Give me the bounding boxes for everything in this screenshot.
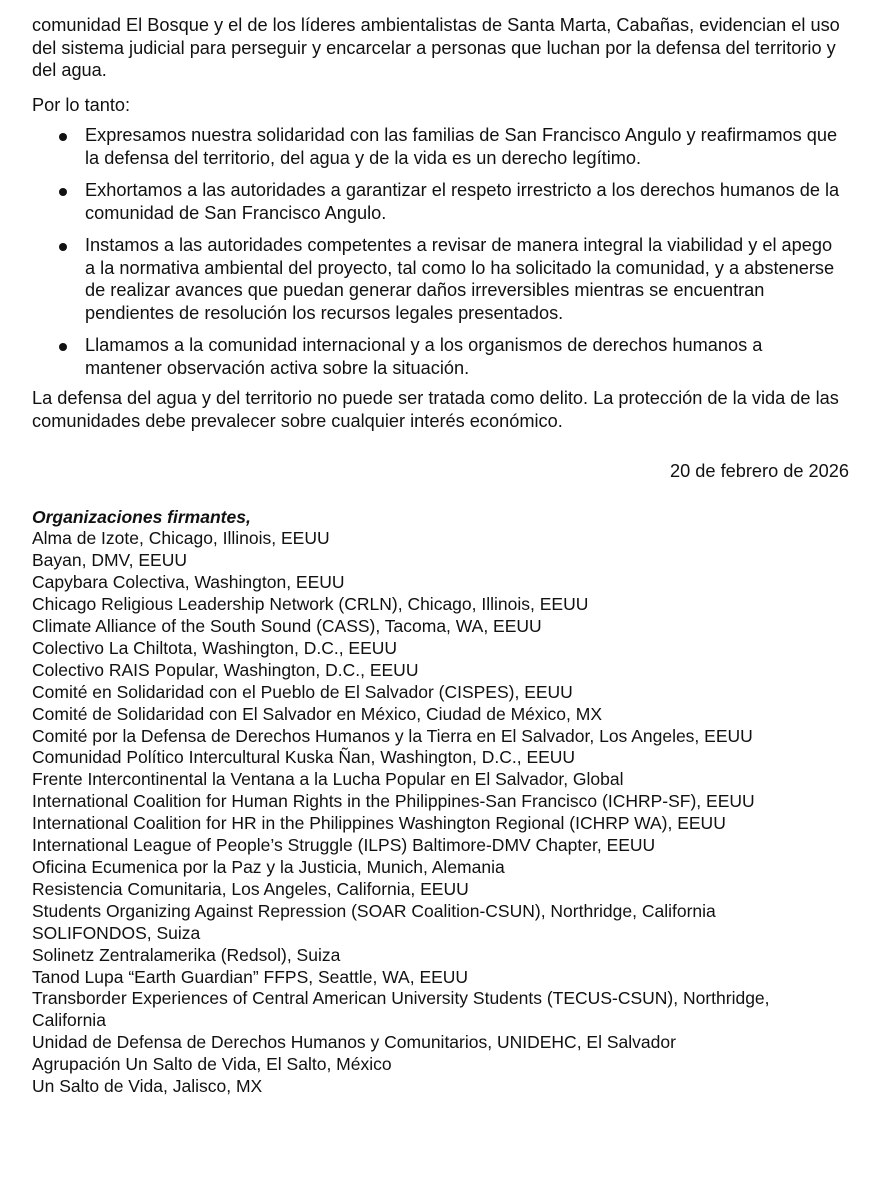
organization-item: Colectivo RAIS Popular, Washington, D.C., EEUU bbox=[32, 659, 419, 680]
organization-item: Capybara Colectiva, Washington, EEUU bbox=[32, 572, 345, 593]
closing-paragraph: La defensa del agua y del territorio no puede ser tratada como delito. La protección de la vida de las comunidades debe prevalecer sobre cualquier interés económico. bbox=[32, 388, 839, 431]
organization-item: Colectivo La Chiltota, Washington, D.C., EEUU bbox=[32, 637, 398, 658]
organization-item: Students Organizing Against Repression (SOAR Coalition-CSUN), Northridge, California bbox=[32, 900, 716, 921]
organization-item: Transborder Experiences of Central American University Students (TECUS-CSUN), Northridge, California bbox=[32, 988, 770, 1031]
demand-text: Exhortamos a las autoridades a garantizar el respeto irrestricto a los derechos humanos de la comunidad de San Francisco Angulo. bbox=[85, 180, 840, 223]
bullet-dot-icon bbox=[59, 133, 67, 141]
signatory-organizations bbox=[32, 507, 844, 1098]
organization-item: Comité en Solidaridad con el Pueblo de El Salvador (CISPES), EEUU bbox=[32, 681, 573, 702]
demand-item bbox=[32, 334, 844, 379]
organization-item: International League of People’s Struggle (ILPS) Baltimore-DMV Chapter, EEUU bbox=[32, 835, 656, 856]
demand-item bbox=[32, 124, 844, 169]
organization-item: Solinetz Zentralamerika (Redsol), Suiza bbox=[32, 944, 341, 965]
organization-item: Un Salto de Vida, Jalisco, MX bbox=[32, 1076, 263, 1097]
organization-item: International Coalition for Human Rights in the Philippines-San Francisco (ICHRP-SF), EEUU bbox=[32, 791, 755, 812]
organization-item: Agrupación Un Salto de Vida, El Salto, México bbox=[32, 1054, 392, 1075]
organization-list bbox=[32, 528, 844, 1098]
bullet-dot-icon bbox=[59, 243, 67, 251]
therefore-label: Por lo tanto: bbox=[32, 94, 131, 115]
demands-list bbox=[32, 124, 844, 379]
organization-item: SOLIFONDOS, Suiza bbox=[32, 922, 201, 943]
organization-item: Comité por la Defensa de Derechos Humanos y la Tierra en El Salvador, Los Angeles, EEUU bbox=[32, 725, 753, 746]
document-page bbox=[32, 14, 849, 1098]
organization-item: Alma de Izote, Chicago, Illinois, EEUU bbox=[32, 528, 330, 549]
document-date: 20 de febrero de 2026 bbox=[670, 461, 849, 481]
organization-item: Comunidad Político Intercultural Kuska Ñan, Washington, D.C., EEUU bbox=[32, 747, 576, 768]
demand-item bbox=[32, 179, 844, 224]
organization-item: Frente Intercontinental la Ventana a la Lucha Popular en El Salvador, Global bbox=[32, 769, 624, 790]
demand-text: Instamos a las autoridades competentes a revisar de manera integral la viabilidad y el apego a la normativa ambiental del proyecto, tal como lo ha solicitado la comunidad, y a abstenerse de realizar avances que puedan generar daños irreversibles mientras se encuentran pendientes de resolución los recursos legales presentados. bbox=[85, 235, 835, 323]
organization-item: International Coalition for HR in the Philippines Washington Regional (ICHRP WA), EEUU bbox=[32, 813, 726, 834]
organization-item: Comité de Solidaridad con El Salvador en México, Ciudad de México, MX bbox=[32, 703, 603, 724]
organization-item: Chicago Religious Leadership Network (CRLN), Chicago, Illinois, EEUU bbox=[32, 594, 589, 615]
bullet-dot-icon bbox=[59, 343, 67, 351]
organization-item: Resistencia Comunitaria, Los Angeles, California, EEUU bbox=[32, 878, 469, 899]
organization-item: Oficina Ecumenica por la Paz y la Justicia, Munich, Alemania bbox=[32, 857, 505, 877]
demand-text: Llamamos a la comunidad internacional y a los organismos de derechos humanos a mantener observación activa sobre la situación. bbox=[85, 335, 763, 378]
organization-item: Climate Alliance of the South Sound (CASS), Tacoma, WA, EEUU bbox=[32, 616, 542, 637]
intro-paragraph: comunidad El Bosque y el de los líderes ambientalistas de Santa Marta, Cabañas, evidencian el uso del sistema judicial para perseguir y encarcelar a personas que luchan por la defensa del territorio y del agua. bbox=[32, 15, 840, 80]
bullet-dot-icon bbox=[59, 188, 67, 196]
organization-item: Bayan, DMV, EEUU bbox=[32, 550, 187, 571]
organization-item: Tanod Lupa “Earth Guardian” FFPS, Seattle, WA, EEUU bbox=[32, 966, 469, 987]
demand-text: Expresamos nuestra solidaridad con las familias de San Francisco Angulo y reafirmamos que la defensa del territorio, del agua y de la vida es un derecho legítimo. bbox=[85, 125, 838, 168]
organizations-heading: Organizaciones firmantes, bbox=[32, 506, 251, 527]
organization-item: Unidad de Defensa de Derechos Humanos y Comunitarios, UNIDEHC, El Salvador bbox=[32, 1032, 676, 1053]
demand-item bbox=[32, 234, 844, 324]
